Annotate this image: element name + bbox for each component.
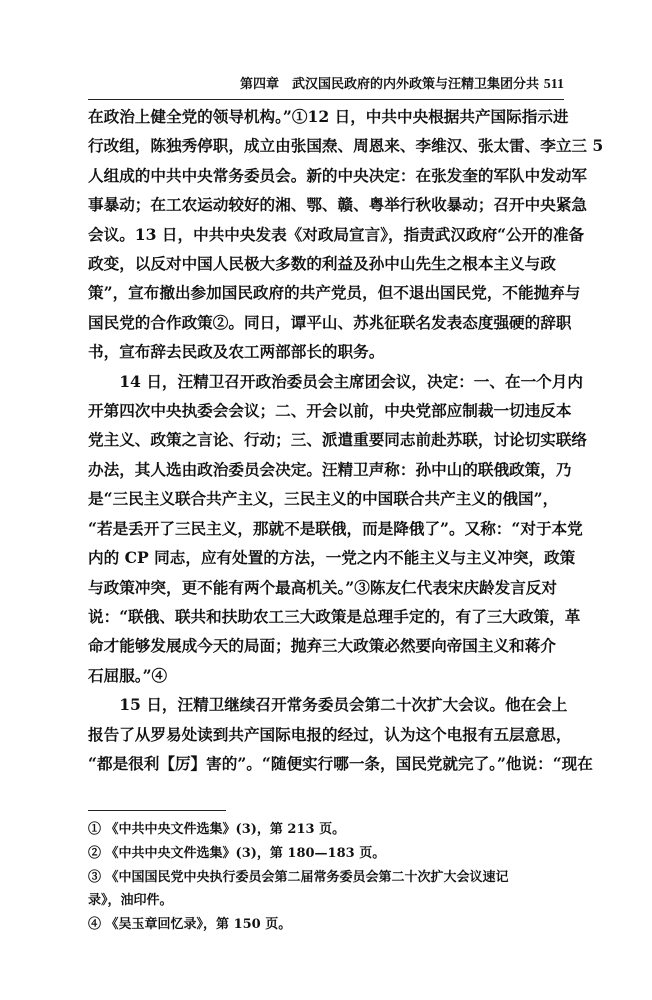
text-line: 石屈服。”④ bbox=[88, 665, 168, 685]
footnote-text: 《吴玉章回忆录》，第 150 页。 bbox=[105, 917, 292, 933]
text-line: “都是很利【厉】害的”。“随便实行哪一条，国民党就完了。”他说：“现在 bbox=[88, 753, 593, 773]
text-line: 书，宣布辞去民政及农工两部部长的职务。 bbox=[88, 342, 385, 362]
paragraph bbox=[88, 367, 588, 690]
footnote-text: 《中共中央文件选集》(3)，第 213 页。 bbox=[105, 822, 346, 837]
text-line: 事暴动；在工农运动较好的湘、鄂、赣、粤举行秋收暴动；召开中央紧急 bbox=[88, 195, 588, 215]
footnote bbox=[88, 913, 564, 937]
footnote-text: 《中国国民党中央执行委员会第二届常务委员会第二十次扩大会议速记 bbox=[105, 869, 509, 885]
text-line: 策”，宣布撤出参加国民政府的共产党员，但不退出国民党，不能抛弃与 bbox=[88, 283, 581, 303]
text-line: 人组成的中共中央常务委员会。新的中央决定：在张发奎的军队中发动军 bbox=[88, 165, 588, 185]
text-line: 与政策冲突，更不能有两个最高机关。”③陈友仁代表宋庆龄发言反对 bbox=[88, 577, 557, 597]
footnote-marker: ④ bbox=[88, 917, 102, 933]
body-text bbox=[88, 102, 604, 778]
text-line: “若是丢开了三民主义，那就不是联俄，而是降俄了”。又称：“对于本党 bbox=[88, 518, 583, 538]
text-line: 是“三民主义联合共产主义，三民主义的中国联合共产主义的俄国”， bbox=[88, 489, 559, 509]
footnote-marker: ② bbox=[88, 845, 102, 861]
footnote-text: 《中共中央文件选集》(3)，第 180—183 页。 bbox=[105, 845, 386, 861]
text-line: 在政治上健全党的领导机构。”①12 日，中共中央根据共产国际指示进 bbox=[88, 107, 569, 126]
text-line: 国民党的合作政策②。同日，谭平山、苏兆征联名发表态度强硬的辞职 bbox=[88, 312, 572, 332]
text-line: 报告了从罗易处读到共产国际电报的经过，认为这个电报有五层意思， bbox=[88, 724, 572, 744]
paragraph bbox=[88, 690, 593, 778]
text-line: 办法，其人选由政治委员会决定。汪精卫声称：孙中山的联俄政策，乃 bbox=[88, 459, 572, 479]
text-line: 内的 CP 同志，应有处置的方法，一党之内不能主义与主义冲突，政策 bbox=[88, 548, 576, 568]
text-line: 15 日，汪精卫继续召开常务委员会第二十次扩大会议。他在会上 bbox=[88, 695, 568, 715]
text-line: 说：“联俄、联共和扶助农工三大政策是总理手定的，有了三大政策，革 bbox=[88, 606, 581, 626]
chapter-title: 第四章 武汉国民政府的内外政策与汪精卫集团分共 bbox=[240, 77, 540, 92]
footnote-text-continued: 录》，油印件。 bbox=[88, 893, 173, 909]
text-line: 政变，以反对中国人民极大多数的利益及孙中山先生之根本主义与政 bbox=[88, 254, 556, 274]
header-divider bbox=[88, 99, 564, 100]
footnote bbox=[88, 818, 564, 842]
text-line: 行改组，陈独秀停职，成立由张国焘、周恩来、李维汉、张太雷、李立三 5 bbox=[88, 136, 604, 156]
text-line: 14 日，汪精卫召开政治委员会主席团会议，决定：一、在一个月内 bbox=[88, 371, 583, 391]
footnotes bbox=[88, 818, 564, 937]
footnote bbox=[88, 866, 564, 914]
paragraph bbox=[88, 102, 604, 367]
text-line: 开第四次中央执委会会议；二、开会以前，中央党部应制裁一切违反本 bbox=[88, 401, 572, 421]
text-line: 会议。13 日，中共中央发表《对政局宣言》，指责武汉政府“公开的准备 bbox=[88, 224, 585, 244]
footnote-marker: ① bbox=[88, 822, 102, 837]
footnote bbox=[88, 842, 564, 866]
footnote-divider bbox=[88, 810, 226, 811]
page-number: 511 bbox=[543, 77, 564, 92]
text-line: 党主义、政策之言论、行动；三、派遣重要同志前赴苏联，讨论切实联络 bbox=[88, 430, 588, 450]
footnote-marker: ③ bbox=[88, 869, 102, 885]
text-line: 命才能够发展成今天的局面；抛弃三大政策必然要向帝国主义和蒋介 bbox=[88, 636, 556, 656]
